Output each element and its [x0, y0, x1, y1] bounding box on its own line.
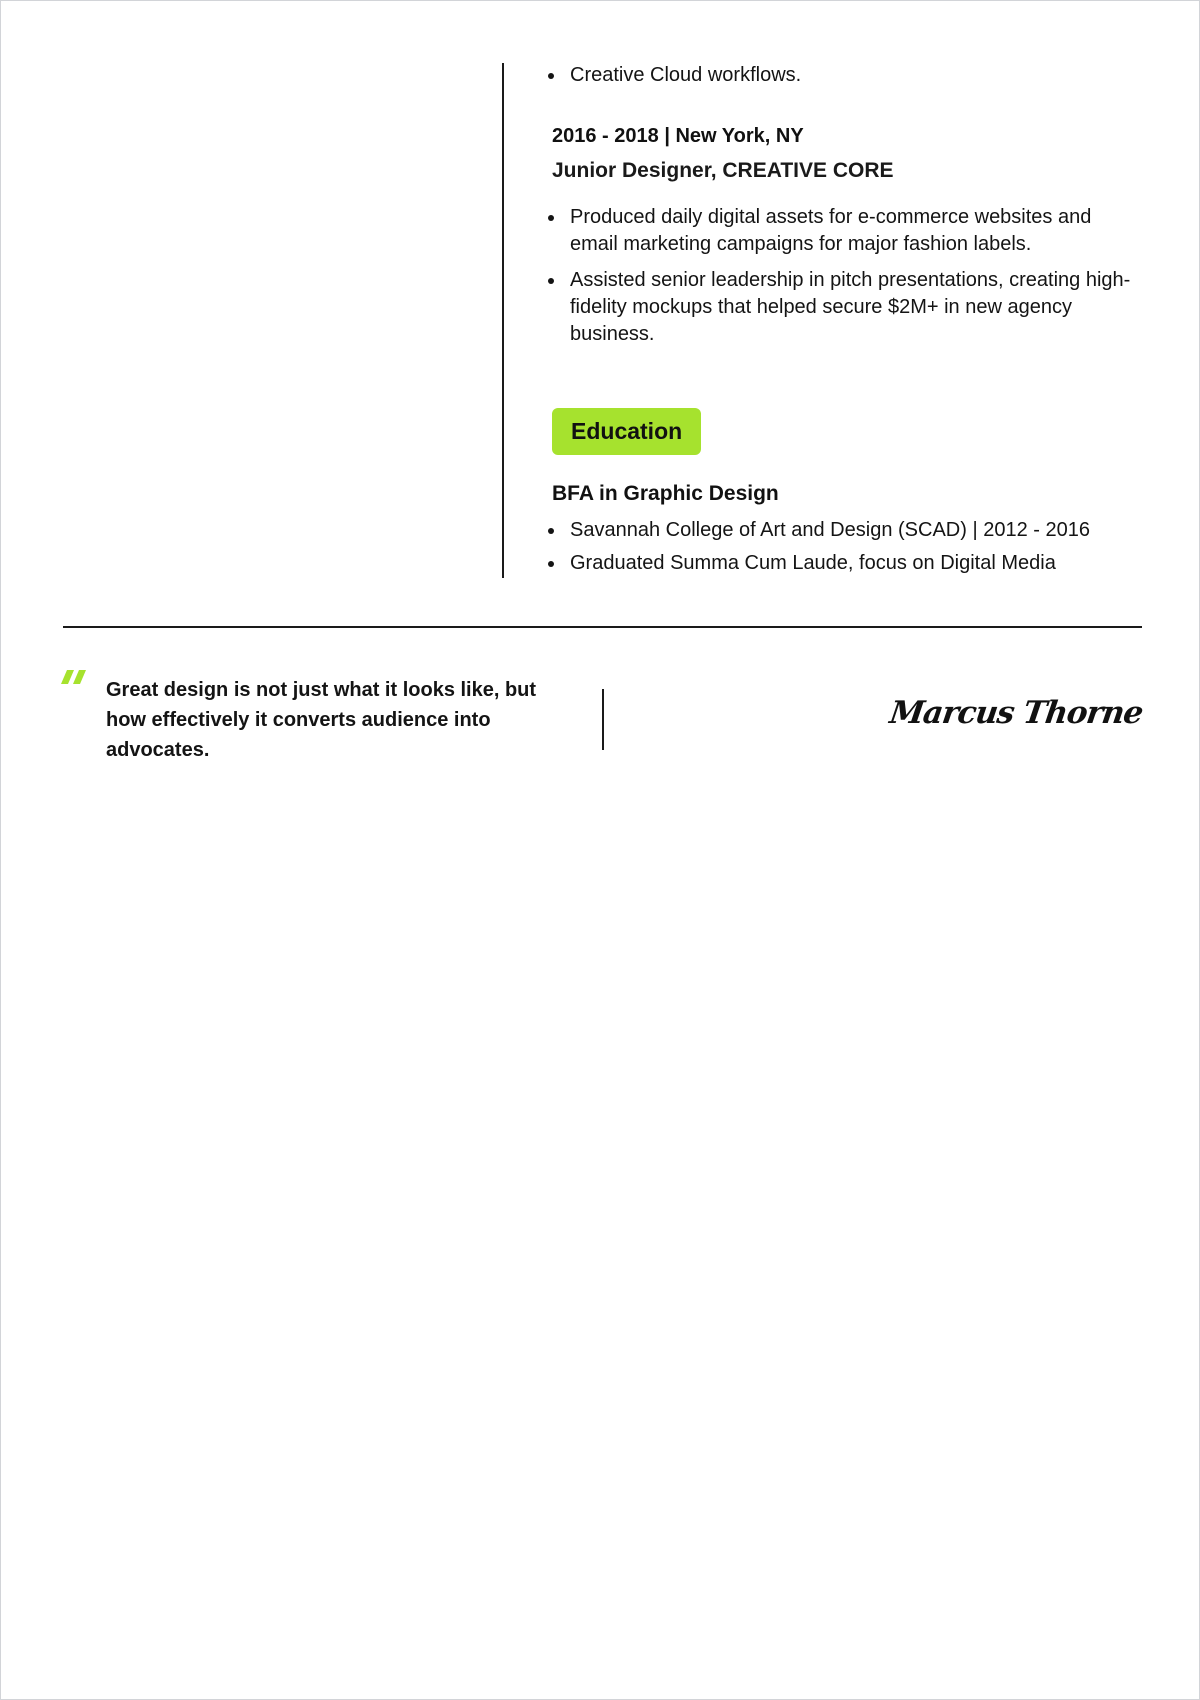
quote-text: Great design is not just what it looks like, but how effectively it converts audience into advocates. — [106, 679, 537, 761]
degree-title: BFA in Graphic Design — [552, 482, 779, 505]
list-item: Graduated Summa Cum Laude, focus on Digital Media — [552, 550, 1137, 577]
education-bullets — [552, 517, 1137, 583]
list-item: Savannah College of Art and Design (SCAD) | 2012 - 2016 — [552, 517, 1137, 544]
list-item: Produced daily digital assets for e-commerce websites and email marketing campaigns for major fashion labels. — [552, 204, 1137, 258]
list-item: Assisted senior leadership in pitch presentations, creating high-fidelity mockups that helped secure $2M+ in new agency business. — [552, 267, 1137, 348]
previous-job-bullets — [552, 62, 1132, 89]
signature: Marcus Thorne — [887, 695, 1145, 731]
footer-divider — [602, 689, 604, 750]
job-meta: 2016 - 2018 | New York, NY — [552, 125, 804, 147]
column-divider — [502, 63, 504, 578]
job-bullets — [552, 204, 1137, 357]
education-heading: Education — [552, 408, 701, 455]
list-item: Creative Cloud workflows. — [552, 62, 1132, 89]
horizontal-divider — [63, 626, 1142, 628]
job-title: Junior Designer, CREATIVE CORE — [552, 159, 894, 182]
quote-icon — [61, 665, 89, 689]
